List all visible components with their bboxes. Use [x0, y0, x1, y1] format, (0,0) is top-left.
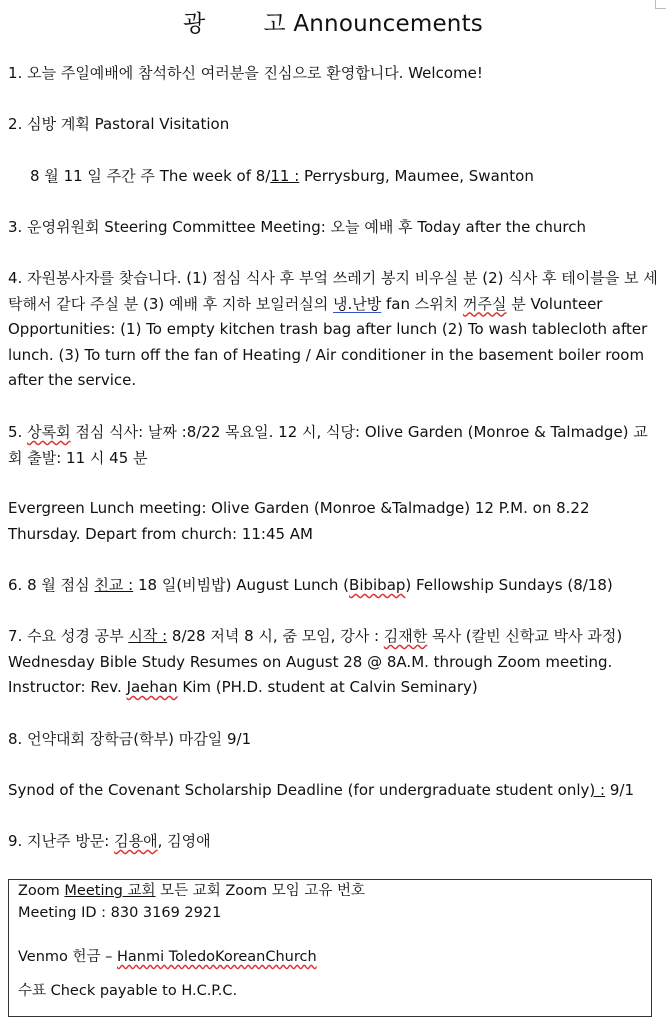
announcement-4: 4. 자원봉사자를 찾습니다. (1) 점심 식사 후 부엌 쓰레기 봉지 비우실 분 (2) 식사 후 테이블을 보 세탁해서 같다 주실 분 (3) 예배 후 지하 보일러실의 냉.난방 fan 스위치 꺼주실 분 Volunteer Opportunities: (1) To empty kitchen trash bag after lunch (2) To wash tablecloth after lunch. (3) To turn off the fan of Heating / Air conditioner in the basement boiler room after the service.	[8, 269, 658, 389]
announcement-3: 3. 운영위원회 Steering Committee Meeting: 오늘 예배 후 Today after the church	[8, 218, 587, 236]
announcement-7: 7. 수요 성경 공부 시작 : 8/28 저녁 8 시, 줌 모임, 강사 : 김재한 목사 (칼빈 신학교 박사 과정) Wednesday Bible Study Resumes on August 28 @ 8A.M. through Zoom meeting. Instructor: Rev. Jaehan Kim (PH.D. student at Calvin Seminary)	[8, 627, 623, 696]
announcement-9: 9. 지난주 방문: 김용애, 김영애	[8, 832, 211, 850]
announcement-2: 2. 심방 계획 Pastoral Visitation	[8, 115, 230, 133]
announcement-5: 5. 상록회 점심 식사: 날짜 :8/22 목요일. 12 시, 식당: Olive Garden (Monroe & Talmadge) 교회 출발: 11 시 45 분	[8, 423, 648, 467]
announcement-8-english: Synod of the Covenant Scholarship Deadline (for undergraduate student only) : 9/1	[8, 781, 635, 799]
announcement-2-detail: 8 월 11 일 주간 주 The week of 8/11 : Perrysburg, Maumee, Swanton	[30, 167, 534, 185]
zoom-line: Zoom Meeting 교회 모든 교회 Zoom 모임 고유 번호	[18, 883, 366, 899]
page-title: 광 고 Announcements	[182, 11, 483, 37]
meeting-id: Meeting ID : 830 3169 2921	[18, 905, 222, 921]
venmo-line: Venmo 헌금 – Hanmi ToledoKoreanChurch	[18, 949, 317, 965]
announcement-8: 8. 언약대회 장학금(학부) 마감일 9/1	[8, 730, 252, 748]
info-box	[8, 879, 652, 1017]
announcement-6: 6. 8 월 점심 친교 : 18 일(비빔밥) August Lunch (Bibibap) Fellowship Sundays (8/18)	[8, 576, 613, 594]
announcement-5-english: Evergreen Lunch meeting: Olive Garden (Monroe &Talmadge) 12 P.M. on 8.22 Thursday. Depart from church: 11:45 AM	[8, 499, 590, 543]
announcement-1: 1. 오늘 주일예배에 참석하신 여러분을 진심으로 환영합니다. Welcome!	[8, 64, 483, 82]
check-line: 수표 Check payable to H.C.P.C.	[18, 983, 238, 999]
